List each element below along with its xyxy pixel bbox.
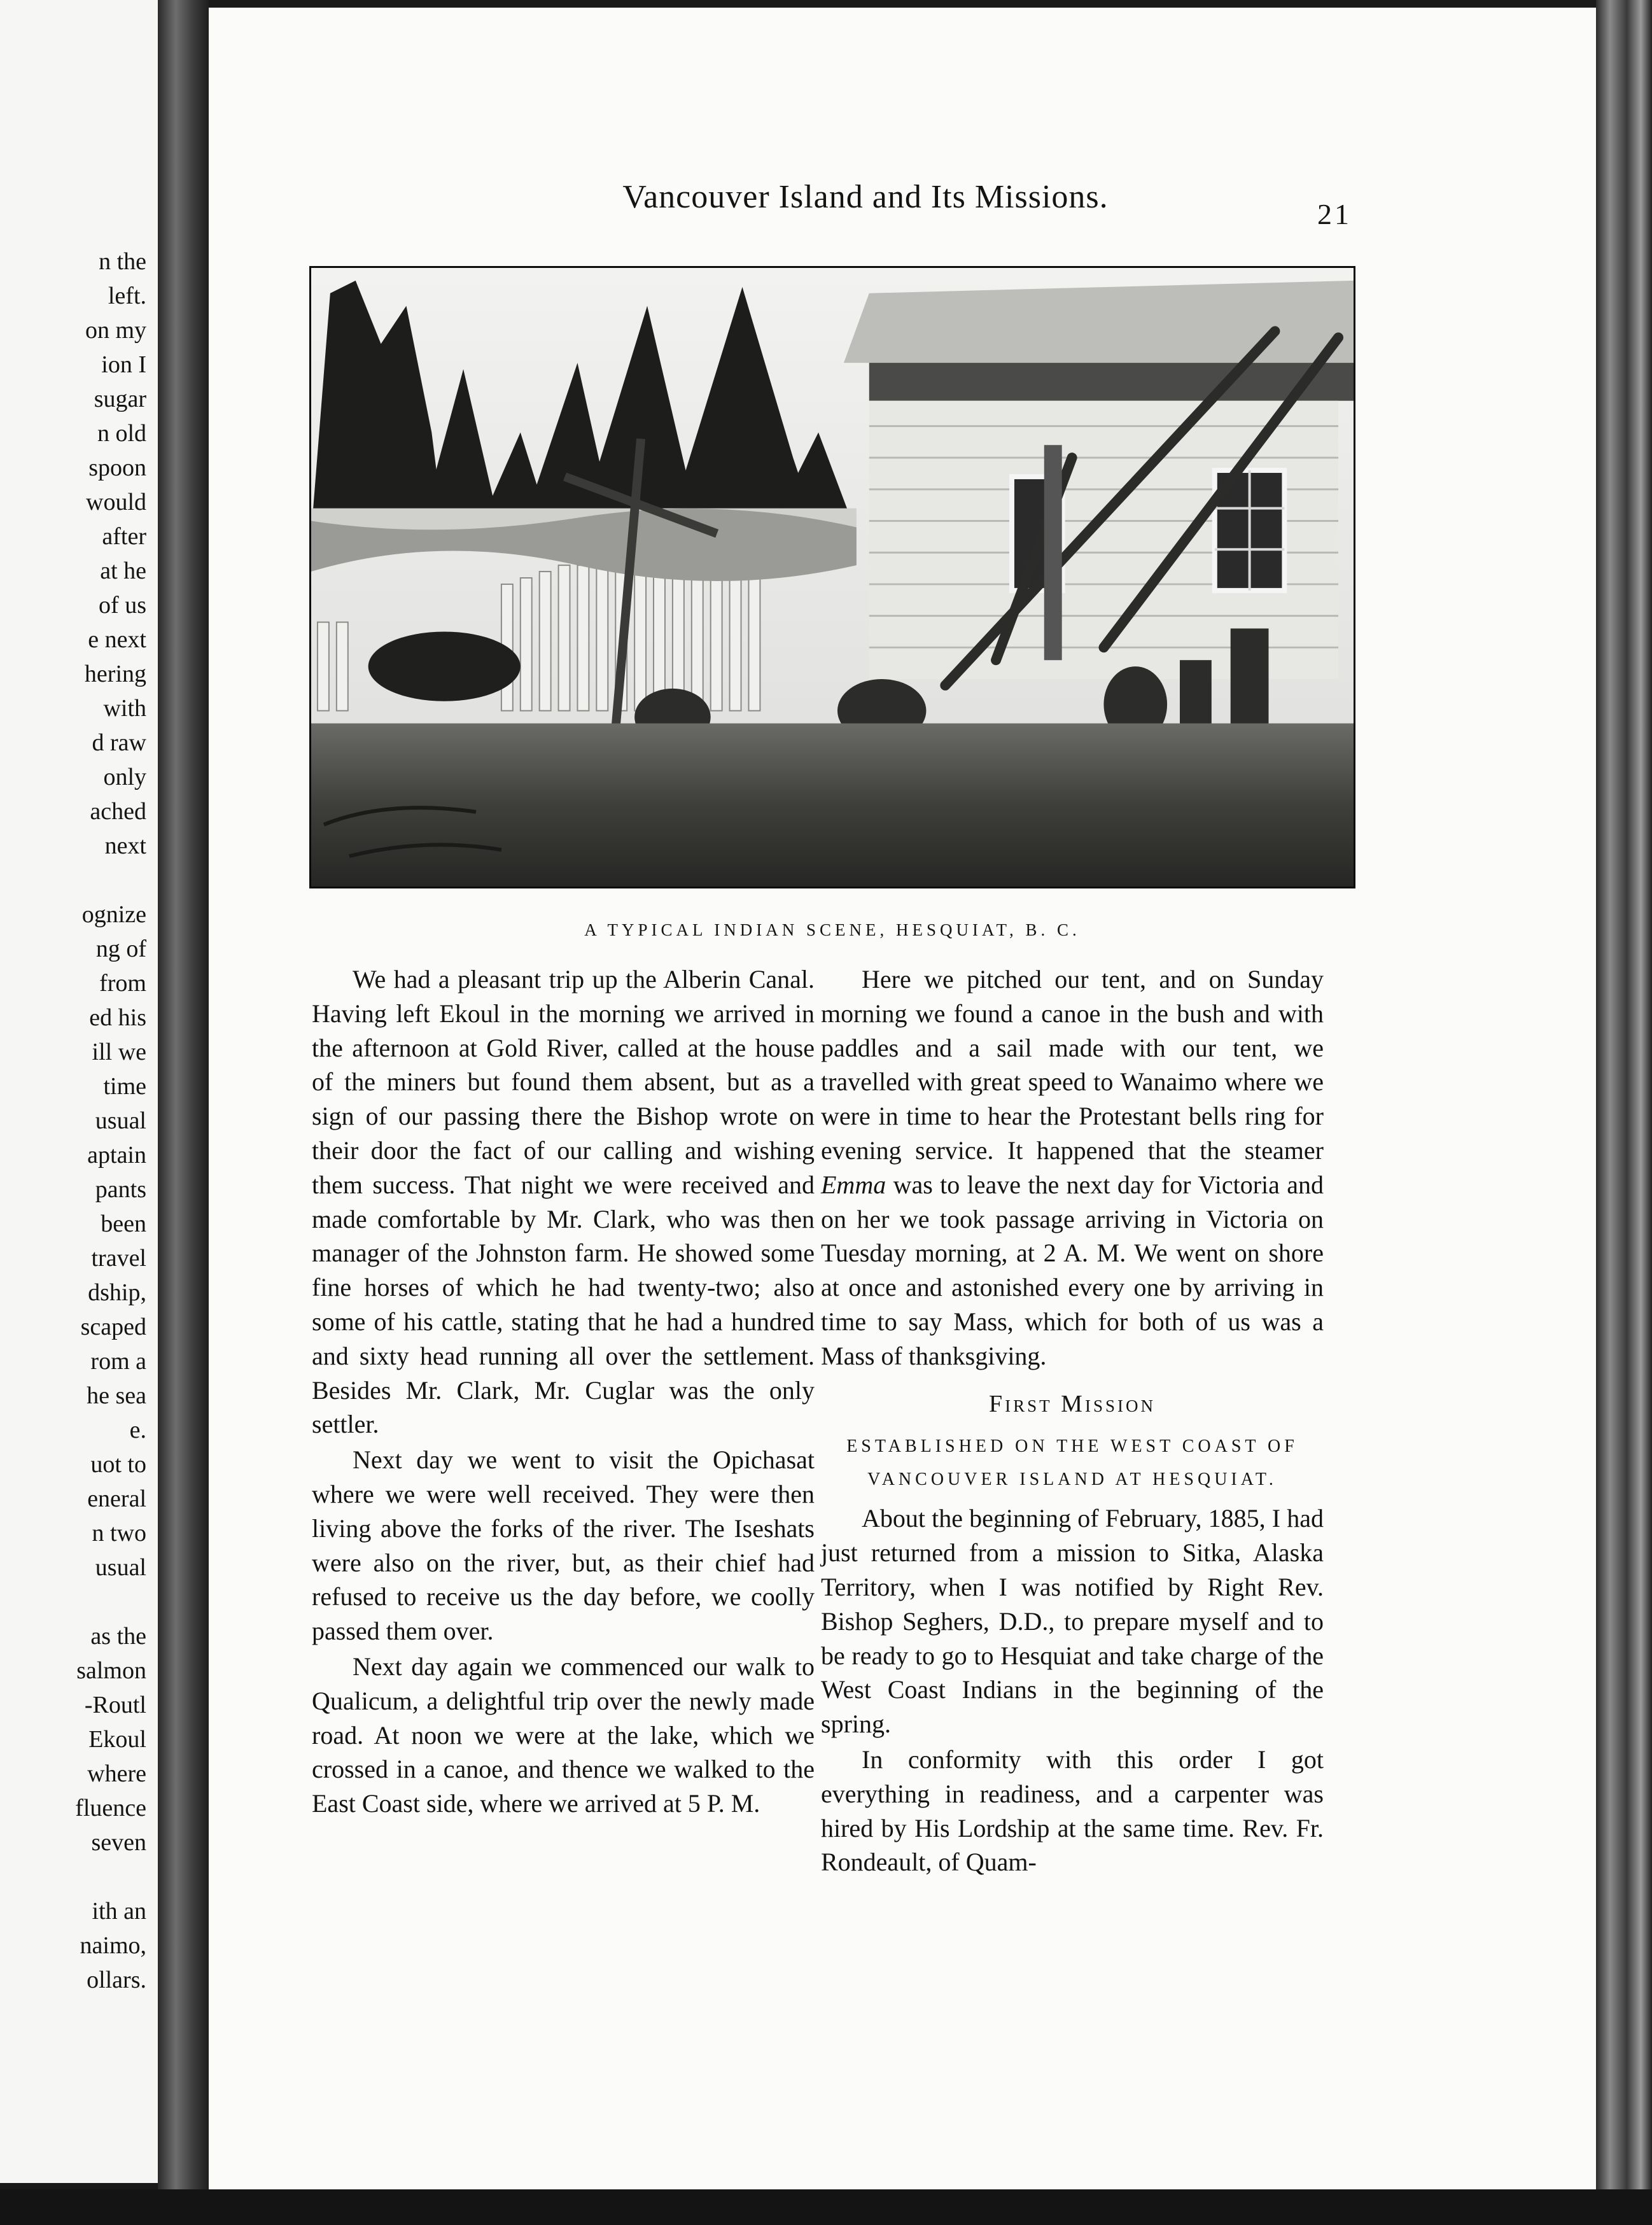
book-gutter xyxy=(158,0,209,2225)
paragraph xyxy=(821,962,1324,1373)
facing-page-line: scaped xyxy=(80,1314,146,1340)
facing-page-line: next xyxy=(104,832,146,859)
facing-page-line: where xyxy=(87,1760,146,1787)
facing-page-line: as the xyxy=(90,1623,146,1650)
facing-page-line: ng of xyxy=(95,936,146,962)
text-run: was to leave the next day for Victoria and on her we took passage arriving in Victoria on Tuesday morning, at 2 A. M. We went on shore at once and astonished every one by arriving in time to say Mass, which for both of us was a Mass of thanksgiving. xyxy=(821,1170,1324,1370)
facing-page-line: n old xyxy=(97,420,146,447)
section-subtitle: ESTABLISHED ON THE WEST COAST OF VANCOUVER ISLAND AT HESQUIAT. xyxy=(846,1436,1298,1490)
facing-page-line: eneral xyxy=(87,1485,146,1512)
facing-page-line: d raw xyxy=(92,729,146,756)
running-header: Vancouver Island and Its Missions. xyxy=(622,179,1109,215)
facing-page-line: sugar xyxy=(94,386,146,412)
facing-page-line: ognize xyxy=(81,901,146,928)
paragraph: Next day we went to visit the Opichasat where we were well received. They were then living above the forks of the river. The Iseshats were also on the river, but, as their chief had refused to receive us the day before, we coolly passed them over. xyxy=(312,1445,815,1646)
facing-page-line: ed his xyxy=(89,1004,146,1031)
facing-page-line: aptain xyxy=(87,1142,146,1169)
facing-page-line: usual xyxy=(95,1107,146,1134)
facing-page-line: pants xyxy=(95,1176,146,1203)
facing-page-line: from xyxy=(99,970,146,997)
facing-page-line: with xyxy=(103,695,146,722)
page-edge xyxy=(1596,0,1652,2225)
facing-page-line: ached xyxy=(90,798,146,825)
facing-page-line: salmon xyxy=(76,1657,146,1684)
facing-page-line: only xyxy=(103,764,146,790)
facing-page-line: time xyxy=(103,1073,146,1100)
facing-page-line: n the xyxy=(99,248,146,275)
facing-page-line: travel xyxy=(91,1245,146,1272)
facing-page-line: after xyxy=(102,523,146,550)
photograph xyxy=(309,266,1355,888)
facing-page-line: e next xyxy=(88,626,146,653)
paragraph: About the beginning of February, 1885, I had just returned from a mission to Sitka, Alaska Territory, when I was notified by Right Rev. Bishop Seghers, D.D., to prepare myself and to be ready to go to Hesquiat and take charge of the West Coast Indians in the beginning of the spring. xyxy=(821,1504,1324,1739)
paragraph: Next day again we commenced our walk to Qualicum, a delightful trip over the newly made road. At noon we were at the lake, which we crossed in a canoe, and thence we walked to the East Coast side, where we arrived at 5 P. M. xyxy=(312,1652,815,1818)
facing-page-line: rom a xyxy=(90,1348,146,1375)
facing-page-line: of us xyxy=(99,592,146,619)
facing-page-line: dship, xyxy=(88,1279,146,1306)
facing-page-line: hering xyxy=(84,661,146,687)
facing-page-line: on my xyxy=(85,317,146,344)
facing-page-line: been xyxy=(101,1211,146,1237)
facing-page-line: he sea xyxy=(87,1382,146,1409)
photo-illustration xyxy=(311,268,1354,887)
facing-page-line: ion I xyxy=(101,351,146,378)
facing-page-line: ollars. xyxy=(87,1967,146,1993)
photo-caption: A TYPICAL INDIAN SCENE, HESQUIAT, B. C. xyxy=(584,920,1081,939)
steamer-name: Emma xyxy=(821,1170,886,1199)
facing-page-line: would xyxy=(86,489,146,516)
facing-page-line: uot to xyxy=(90,1451,146,1478)
facing-page-line: ith an xyxy=(92,1898,146,1925)
paragraph: We had a pleasant trip up the Alberin Canal. Having left Ekoul in the morning we arrived in the afternoon at Gold River, called at the house of the miners but found them absent, but as a sign of our passing there the Bishop wrote on their door the fact of our calling and wishing them success. That night we were received and made comfortable by Mr. Clark, who was then manager of the Johnston farm. He showed some fine horses of which he had twenty-two; also some of his cattle, stating that he had a hundred and sixty head running all over the settlement. Besides Mr. Clark, Mr. Cuglar was the only settler. xyxy=(312,965,815,1439)
left-text-column xyxy=(312,962,815,1821)
facing-page-line: spoon xyxy=(88,454,146,481)
paragraph: In conformity with this order I got everything in readiness, and a carpenter was hired by His Lordship at the same time. Rev. Fr. Rondeault, of Quam- xyxy=(821,1744,1324,1877)
facing-page-line: seven xyxy=(91,1829,146,1856)
page-number: 21 xyxy=(1317,198,1352,230)
section-title: First Mission xyxy=(989,1390,1156,1417)
facing-page-line: n two xyxy=(92,1520,146,1547)
scan-border xyxy=(0,2189,1652,2225)
text-run: Here we pitched our tent, and on Sunday morning we found a canoe in the bush and with paddles and a sail made with our tent, we travelled with great speed to Wanaimo where we were in time to hear the Protestant bells ring for evening service. It happened that the steamer xyxy=(821,965,1324,1165)
facing-page-line: Ekoul xyxy=(88,1726,146,1753)
facing-page-line: ill we xyxy=(92,1039,146,1065)
facing-page-line: at he xyxy=(100,558,146,584)
facing-page-line: e. xyxy=(129,1417,146,1443)
facing-page-line: usual xyxy=(95,1554,146,1581)
facing-page-line: fluence xyxy=(75,1795,146,1821)
facing-page-fragment xyxy=(0,0,158,2183)
facing-page-line: -Routl xyxy=(84,1692,146,1718)
facing-page-line: left. xyxy=(108,283,146,309)
facing-page-line: naimo, xyxy=(80,1932,146,1959)
right-text-column xyxy=(821,962,1324,1879)
